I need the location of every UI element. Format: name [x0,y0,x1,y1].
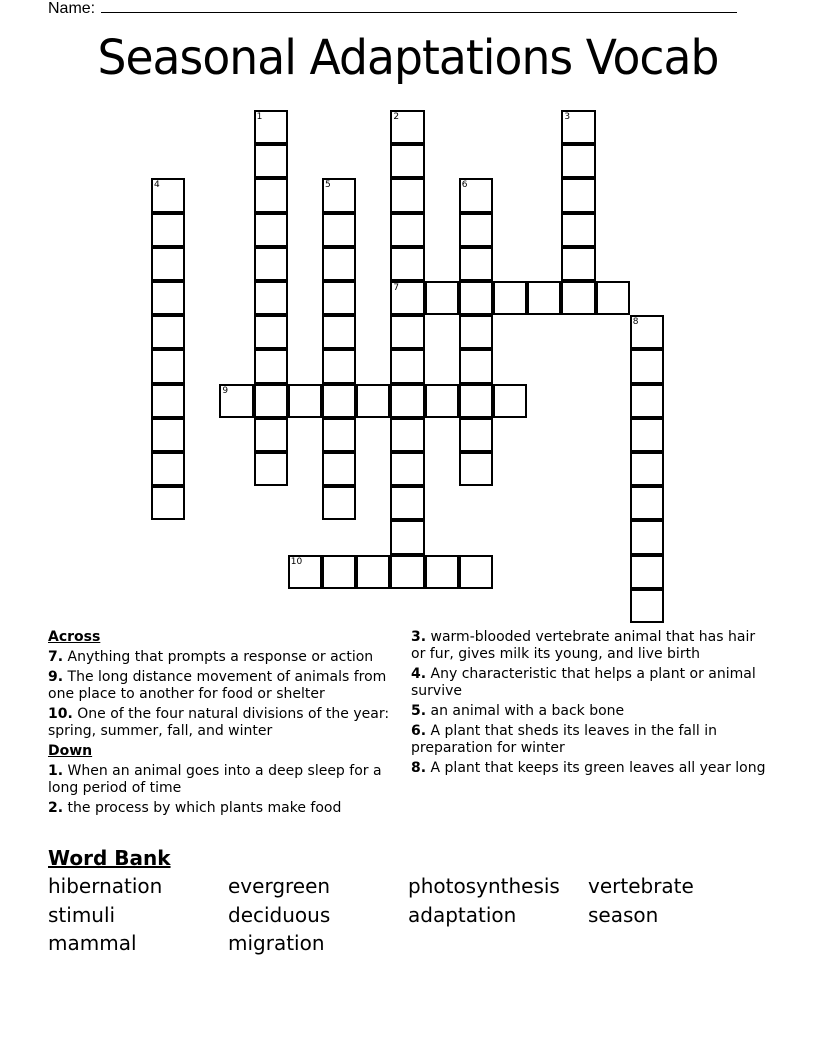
crossword-cell[interactable] [390,110,424,144]
clue-down-3: 3. warm-blooded vertebrate animal that has hair or fur, gives milk its young, and live birth [411,629,756,662]
crossword-cell[interactable] [254,281,288,315]
crossword-cell[interactable] [459,247,493,281]
crossword-cell[interactable] [151,418,185,452]
crossword-cell[interactable] [527,281,561,315]
crossword-cell[interactable] [322,384,356,418]
crossword-cell[interactable] [390,247,424,281]
clue-number: 3 [564,112,571,122]
clue-across-9: 9. The long distance movement of animals from one place to another for food or shelter [48,669,387,702]
clue-number: 10 [290,556,303,567]
crossword-cell[interactable] [390,315,424,349]
crossword-cell[interactable] [322,349,356,383]
word-bank-item: season [588,902,659,927]
crossword-cell[interactable] [254,349,288,383]
crossword-cell[interactable] [630,315,664,349]
crossword-cell[interactable] [630,349,664,383]
crossword-cell[interactable] [322,315,356,349]
crossword-cell[interactable] [390,555,424,589]
word-bank-item: mammal [48,931,137,955]
crossword-cell[interactable] [254,110,288,144]
crossword-cell[interactable] [288,384,322,418]
crossword-cell[interactable] [425,384,459,418]
crossword-cell[interactable] [459,178,493,212]
crossword-cell[interactable] [561,178,595,212]
crossword-cell[interactable] [254,384,288,418]
word-bank-item: hibernation [48,874,163,898]
crossword-cell[interactable] [561,144,595,178]
crossword-cell[interactable] [322,555,356,589]
crossword-cell[interactable] [322,213,356,247]
crossword-cell[interactable] [493,281,527,315]
clue-number: 1 [256,112,263,122]
name-label: Name: [48,0,96,17]
clue-number: 5 [325,180,331,191]
word-bank [48,874,768,960]
crossword-cell[interactable] [390,418,424,452]
crossword-cell[interactable] [322,486,356,520]
crossword-cell[interactable] [630,384,664,418]
crossword-cell[interactable] [390,349,424,383]
clue-number: 2 [393,112,400,122]
clue-down-2: 2. the process by which plants make food [48,800,342,816]
crossword-cell[interactable] [322,178,356,212]
word-bank-item: stimuli [48,902,116,927]
clue-down-8: 8. A plant that keeps its green leaves all year long [411,760,766,776]
crossword-cell[interactable] [322,418,356,452]
crossword-cell[interactable] [322,452,356,486]
clue-down-5: 5. an animal with a back bone [411,703,625,719]
crossword-cell[interactable] [322,281,356,315]
clue-number: 6 [461,180,468,191]
clue-down-6: 6. A plant that sheds its leaves in the fall in preparation for winter [411,723,717,756]
word-bank-item: photosynthesis [408,874,560,898]
crossword-cell[interactable] [254,213,288,247]
clue-number: 8 [632,317,639,328]
across-header: Across [48,629,101,645]
crossword-cell[interactable] [459,315,493,349]
clues-right-column [411,629,766,780]
crossword-cell[interactable] [459,213,493,247]
crossword-cell[interactable] [390,144,424,178]
name-field[interactable] [48,0,737,18]
crossword-cell[interactable] [356,555,390,589]
crossword-cell[interactable] [630,555,664,589]
crossword-cell[interactable] [425,555,459,589]
crossword-cell[interactable] [254,452,288,486]
crossword-cell[interactable] [151,281,185,315]
word-bank-item: adaptation [408,902,517,927]
clue-across-10: 10. One of the four natural divisions of the year: spring, summer, fall, and winter [48,706,390,739]
crossword-cell[interactable] [151,486,185,520]
crossword-cell[interactable] [630,418,664,452]
crossword-cell[interactable] [254,247,288,281]
crossword-cell[interactable] [561,213,595,247]
clue-across-7: 7. Anything that prompts a response or action [48,649,374,665]
crossword-cell[interactable] [596,281,630,315]
crossword-cell[interactable] [254,144,288,178]
crossword-cell[interactable] [561,281,595,315]
clue-number: 9 [222,385,229,396]
crossword-cell[interactable] [425,281,459,315]
crossword-cell[interactable] [254,418,288,452]
crossword-cell[interactable] [390,486,424,520]
crossword-cell[interactable] [151,349,185,383]
crossword-cell[interactable] [219,384,253,418]
clue-number: 7 [393,283,400,293]
clues-left-column [48,629,393,820]
clue-number: 4 [154,180,160,191]
word-bank-item: vertebrate [588,874,694,898]
crossword-cell[interactable] [390,281,424,315]
crossword-cell[interactable] [322,247,356,281]
crossword-cell[interactable] [459,384,493,418]
clue-down-4: 4. Any characteristic that helps a plant or animal survive [411,666,756,699]
crossword-cell[interactable] [390,452,424,486]
word-bank-item: migration [228,931,325,955]
crossword-cell[interactable] [630,486,664,520]
crossword-cell[interactable] [493,384,527,418]
crossword-cell[interactable] [254,178,288,212]
word-bank-item: deciduous [228,902,331,927]
crossword-cell[interactable] [390,384,424,418]
crossword-cell[interactable] [390,520,424,554]
crossword-cell[interactable] [151,452,185,486]
crossword-cell[interactable] [151,213,185,247]
crossword-cell[interactable] [151,178,185,212]
crossword-cell[interactable] [356,384,390,418]
down-header: Down [48,743,93,759]
crossword-cell[interactable] [151,247,185,281]
crossword-cell[interactable] [390,178,424,212]
crossword-cell[interactable] [459,418,493,452]
crossword-cell[interactable] [151,384,185,418]
word-bank-title: Word Bank [48,846,171,870]
clue-down-1: 1. When an animal goes into a deep sleep for a long period of time [48,763,382,796]
crossword-cell[interactable] [459,281,493,315]
crossword-cell[interactable] [630,589,664,623]
crossword-cell[interactable] [390,213,424,247]
crossword-cell[interactable] [151,315,185,349]
crossword-cell[interactable] [459,555,493,589]
crossword-cell[interactable] [561,110,595,144]
crossword-cell[interactable] [459,349,493,383]
crossword-cell[interactable] [630,520,664,554]
crossword-cell[interactable] [630,452,664,486]
crossword-cell[interactable] [288,555,322,589]
crossword-cell[interactable] [459,452,493,486]
page-title: Seasonal Adaptations Vocab [97,30,719,86]
name-blank-line[interactable] [101,0,737,13]
word-bank-item: evergreen [228,874,331,898]
crossword-cell[interactable] [254,315,288,349]
crossword-cell[interactable] [561,247,595,281]
